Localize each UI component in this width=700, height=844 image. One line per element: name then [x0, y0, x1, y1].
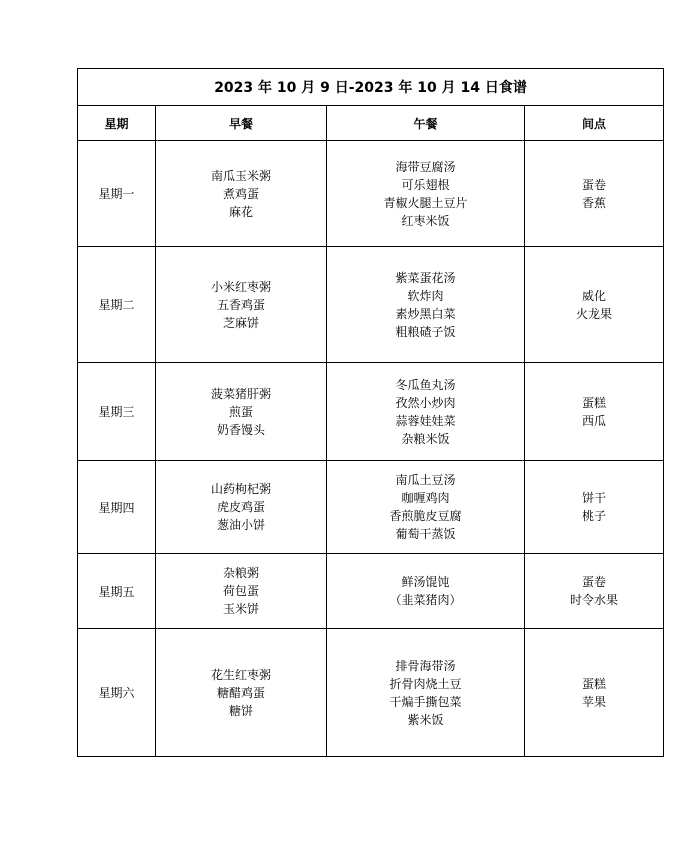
breakfast-cell: [156, 141, 327, 247]
day-cell: 星期四: [78, 461, 156, 554]
breakfast-item: 煮鸡蛋: [222, 186, 259, 201]
lunch-item: 粗粮碴子饭: [395, 324, 456, 339]
snack-item: 威化: [582, 288, 607, 303]
menu-table: [77, 68, 664, 757]
lunch-item: 香煎脆皮豆腐: [389, 509, 462, 523]
snack-cell: [525, 554, 664, 629]
lunch-item: （韭菜猪肉）: [389, 593, 462, 607]
snack-item: 火龙果: [576, 306, 613, 321]
breakfast-item: 南瓜玉米粥: [210, 168, 271, 183]
lunch-item: 排骨海带汤: [395, 658, 456, 673]
lunch-item: 杂粮米饭: [401, 431, 450, 446]
lunch-cell: [327, 461, 525, 554]
table-row: [78, 554, 664, 629]
snack-cell: [525, 247, 664, 363]
day-cell: 星期一: [78, 141, 156, 247]
table-row: [78, 141, 664, 247]
day-cell: 星期五: [78, 554, 156, 629]
lunch-item: 干煸手撕包菜: [389, 694, 462, 709]
day-cell: 星期三: [78, 363, 156, 461]
breakfast-item: 煎蛋: [228, 404, 253, 419]
snack-item: 时令水果: [570, 593, 619, 607]
table-row: [78, 363, 664, 461]
lunch-item: 海带豆腐汤: [395, 159, 456, 174]
lunch-item: 南瓜土豆汤: [395, 473, 456, 487]
breakfast-item: 小米红枣粥: [210, 279, 271, 294]
snack-item: 苹果: [582, 694, 607, 709]
lunch-item: 素炒黑白菜: [395, 306, 456, 321]
lunch-item: 软炸肉: [407, 288, 444, 303]
snack-cell: [525, 629, 664, 757]
snack-item: 香蕉: [582, 195, 607, 210]
breakfast-item: 麻花: [228, 204, 253, 219]
breakfast-cell: [156, 554, 327, 629]
menu-title: 2023 年 10 月 9 日-2023 年 10 月 14 日食谱: [78, 69, 664, 106]
lunch-item: 蒜蓉娃娃菜: [395, 413, 456, 428]
lunch-item: 葡萄干蒸饭: [395, 527, 456, 541]
snack-item: 蛋糕: [582, 395, 607, 410]
lunch-cell: [327, 554, 525, 629]
header-day: 星期: [78, 106, 156, 141]
breakfast-cell: [156, 629, 327, 757]
lunch-item: 紫米饭: [407, 712, 444, 727]
title-row: [78, 69, 664, 106]
header-snack: 间点: [525, 106, 664, 141]
breakfast-item: 荷包蛋: [222, 584, 259, 598]
lunch-cell: [327, 629, 525, 757]
snack-cell: [525, 141, 664, 247]
breakfast-item: 山药枸杞粥: [210, 482, 271, 496]
breakfast-item: 奶香馒头: [216, 422, 265, 437]
snack-cell: [525, 363, 664, 461]
lunch-item: 孜然小炒肉: [395, 395, 456, 410]
breakfast-cell: [156, 461, 327, 554]
lunch-item: 冬瓜鱼丸汤: [395, 377, 456, 392]
breakfast-item: 花生红枣粥: [210, 667, 271, 682]
day-cell: 星期二: [78, 247, 156, 363]
lunch-item: 鲜汤馄饨: [401, 575, 450, 589]
snack-item: 蛋卷: [582, 575, 607, 589]
header-lunch: 午餐: [327, 106, 525, 141]
lunch-item: 可乐翅根: [401, 177, 450, 192]
lunch-item: 咖喱鸡肉: [401, 491, 450, 505]
menu-body: [78, 141, 664, 757]
table-row: [78, 247, 664, 363]
lunch-item: 红枣米饭: [401, 213, 450, 228]
breakfast-item: 糖饼: [228, 703, 253, 718]
breakfast-item: 芝麻饼: [222, 315, 259, 330]
header-breakfast: 早餐: [156, 106, 327, 141]
snack-cell: [525, 461, 664, 554]
lunch-item: 青椒火腿土豆片: [383, 195, 468, 210]
table-row: [78, 461, 664, 554]
breakfast-cell: [156, 363, 327, 461]
breakfast-item: 虎皮鸡蛋: [216, 500, 265, 514]
lunch-cell: [327, 363, 525, 461]
snack-item: 蛋糕: [582, 676, 607, 691]
lunch-cell: [327, 247, 525, 363]
header-row: [78, 106, 664, 141]
snack-item: 饼干: [582, 491, 607, 505]
breakfast-item: 葱油小饼: [216, 518, 265, 532]
lunch-item: 紫菜蛋花汤: [395, 270, 456, 285]
snack-item: 桃子: [582, 509, 607, 523]
breakfast-item: 玉米饼: [222, 602, 259, 616]
breakfast-item: 菠菜猪肝粥: [210, 386, 271, 401]
lunch-item: 折骨肉烧土豆: [389, 676, 462, 691]
breakfast-item: 五香鸡蛋: [216, 297, 265, 312]
day-cell: 星期六: [78, 629, 156, 757]
breakfast-cell: [156, 247, 327, 363]
breakfast-item: 杂粮粥: [222, 566, 259, 580]
snack-item: 蛋卷: [582, 177, 607, 192]
snack-item: 西瓜: [582, 413, 607, 428]
lunch-cell: [327, 141, 525, 247]
table-row: [78, 629, 664, 757]
breakfast-item: 糖醋鸡蛋: [216, 685, 265, 700]
